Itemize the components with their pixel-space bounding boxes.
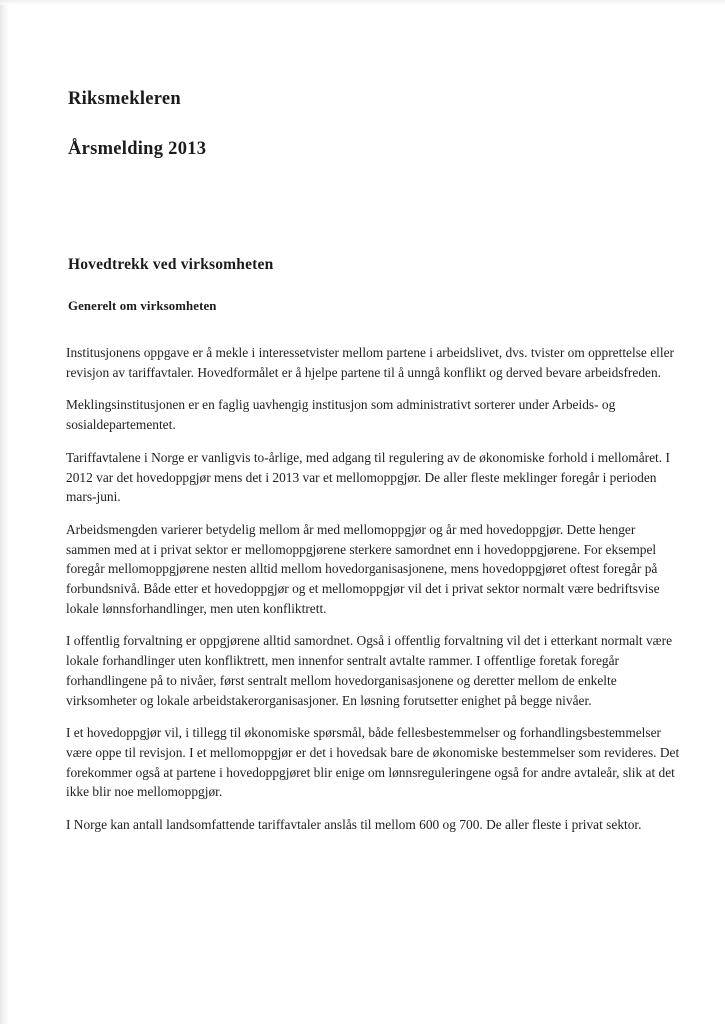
scan-edge-left-shadow	[0, 0, 9, 1024]
section-heading: Hovedtrekk ved virksomheten	[68, 256, 274, 273]
paragraph: Tariffavtalene i Norge er vanligvis to-årlige, med adgang til regulering av de økonomiske forhold i mellomåret. I 2012 var det hovedoppgjør mens det i 2013 var et mellomoppgjør. De aller fleste meklinger foregår i perioden mars-juni.	[66, 449, 670, 505]
paragraph: Arbeidsmengden varierer betydelig mellom år med mellomoppgjør og år med hovedoppgjør. Dette henger sammen med at i privat sektor er mellomoppgjørene sterkere samordnet enn i hovedoppgjørene. For eksempel foregår mellomoppgjørene nesten alltid mellom hovedorganisasjonene, mens hovedoppgjøret oftest foregår på forbundsnivå. Både etter et hovedoppgjør og et mellomoppgjør vil det i privat sektor normalt være bedriftsvise lokale lønnsforhandlinger, men uten konfliktrett.	[66, 521, 660, 616]
paragraph: Institusjonens oppgave er å mekle i interessetvister mellom partene i arbeidslivet, dvs. tvister om opprettelse eller revisjon av tariffavtaler. Hovedformålet er å hjelpe partene til å unngå konflikt og derved bevare arbeidsfreden.	[66, 345, 674, 380]
document-subtitle: Årsmelding 2013	[68, 139, 207, 159]
document-title: Riksmekleren	[68, 89, 181, 109]
paragraph: Meklingsinstitusjonen er en faglig uavhengig institusjon som administrativt sorterer under Arbeids- og sosialdepartementet.	[66, 397, 616, 433]
paragraph: I Norge kan antall landsomfattende tariffavtaler anslås til mellom 600 og 700. De aller fleste i privat sektor.	[66, 817, 642, 833]
body-text-block	[66, 343, 682, 835]
subsection-heading: Generelt om virksomheten	[68, 299, 217, 313]
paragraph: I et hovedoppgjør vil, i tillegg til økonomiske spørsmål, både fellesbestemmelser og forhandlingsbestemmelser være oppe til revisjon. I et mellomoppgjør er det i hovedsak bare de økonomiske bestemmelser som revideres. Det forekommer også at partene i hovedoppgjøret blir enige om lønnsreguleringene også for andre avtaleår, slik at det ikke blir noe mellomoppgjør.	[66, 725, 680, 800]
scan-edge-top-shadow	[0, 0, 725, 5]
paragraph: I offentlig forvaltning er oppgjørene alltid samordnet. Også i offentlig forvaltning vil det i etterkant normalt være lokale forhandlinger uten konfliktrett, men innenfor sentralt avtalte rammer. I offentlige foretak foregår forhandlingene på to nivåer, først sentralt mellom hovedorganisasjonene og deretter mellom de enkelte virksomheter og lokale arbeidstakerorganisasjoner. En løsning forutsetter enighet på begge nivåer.	[66, 633, 673, 708]
